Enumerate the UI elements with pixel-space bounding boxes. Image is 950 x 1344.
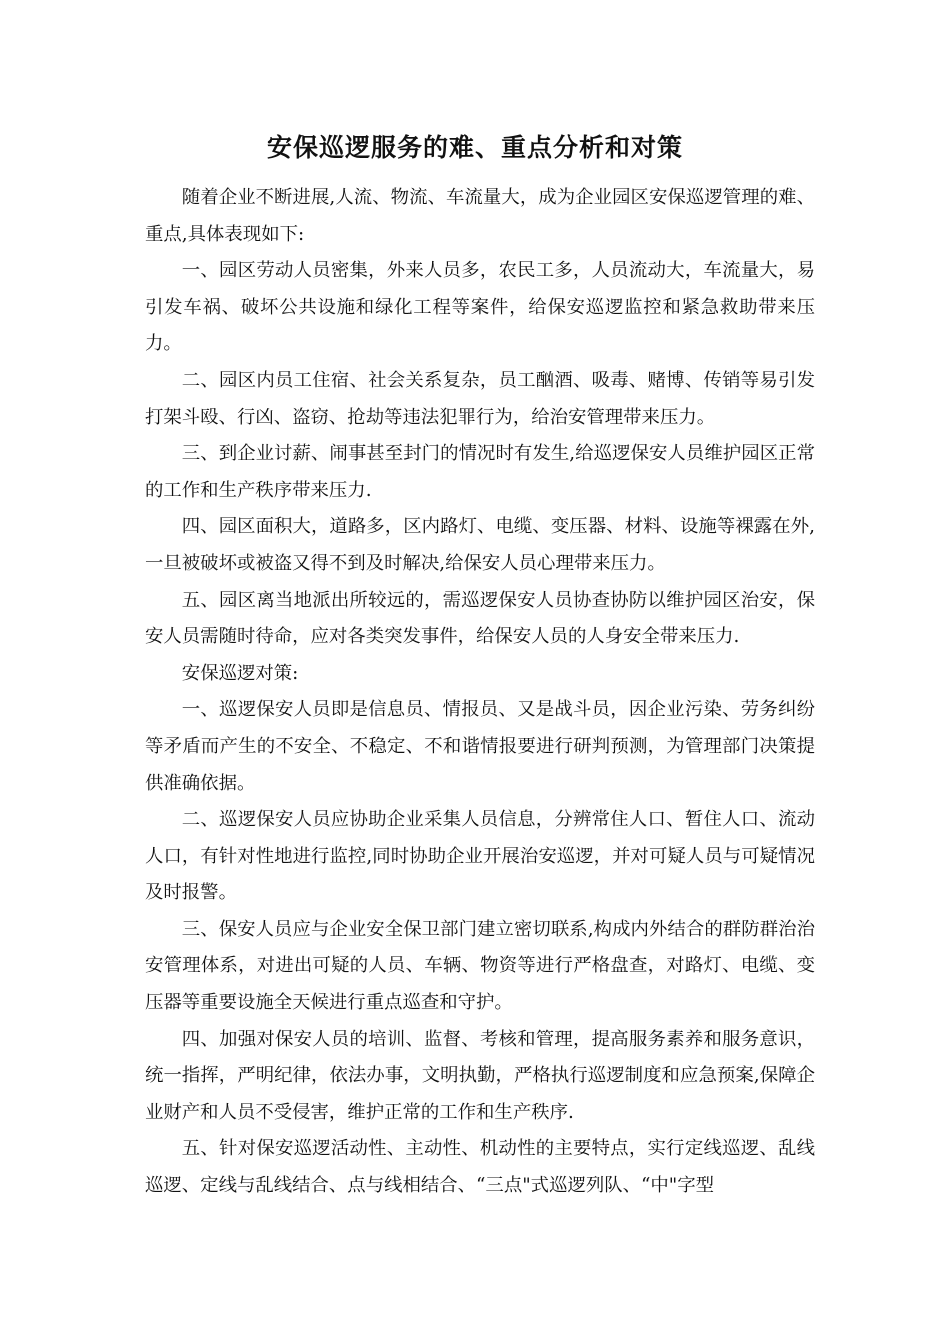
paragraph-countermeasure-3: 三、保安人员应与企业安全保卫部门建立密切联系,构成内外结合的群防群治治安管理体系，对进出可疑的人员、车辆、物资等进行严格盘查，对路灯、电缆、变压器等重要设施全天候进行重点巡查和守护。 (145, 918, 815, 1014)
document-body (145, 180, 815, 1205)
document-title: 安保巡逻服务的难、重点分析和对策 (266, 133, 683, 162)
paragraph-countermeasure-1: 一、巡逻保安人员即是信息员、情报员、又是战斗员，因企业污染、劳务纠纷等矛盾而产生的不安全、不稳定、不和谐情报要进行研判预测，为管理部门决策提供准确依据。 (145, 699, 815, 794)
paragraph-intro: 随着企业不断进展,人流、物流、车流量大，成为企业园区安保巡逻管理的难、重点,具体表现如下: (145, 187, 815, 245)
paragraph-countermeasure-4: 四、加强对保安人员的培训、监督、考核和管理，提高服务素养和服务意识，统一指挥，严明纪律，依法办事，文明执勤，严格执行巡逻制度和应急预案,保障企业财产和人员不受侵害，维护正常的工作和生产秩序. (145, 1028, 815, 1123)
paragraph-difficulty-1: 一、园区劳动人员密集，外来人员多，农民工多，人员流动大，车流量大，易引发车祸、破坏公共设施和绿化工程等案件，给保安巡逻监控和紧急救助带来压力。 (145, 260, 815, 355)
paragraph-difficulty-4: 四、园区面积大，道路多，区内路灯、电缆、变压器、材料、设施等裸露在外,一旦被破坏或被盗又得不到及时解决,给保安人员心理带来压力。 (145, 516, 815, 574)
paragraph-countermeasure-5: 五、针对保安巡逻活动性、主动性、机动性的主要特点，实行定线巡逻、乱线巡逻、定线与乱线结合、点与线相结合、“三点"式巡逻列队、“中"字型 (145, 1138, 815, 1197)
paragraph-difficulty-5: 五、园区离当地派出所较远的，需巡逻保安人员协查协防以维护园区治安，保安人员需随时待命，应对各类突发事件，给保安人员的人身安全带来压力. (145, 589, 815, 648)
section-heading-countermeasures: 安保巡逻对策: (181, 662, 299, 684)
paragraph-difficulty-3: 三、到企业讨薪、闹事甚至封门的情况时有发生,给巡逻保安人员维护园区正常的工作和生产秩序带来压力. (145, 443, 815, 501)
paragraph-difficulty-2: 二、园区内员工住宿、社会关系复杂，员工酗酒、吸毒、赌博、传销等易引发打架斗殴、行凶、盗窃、抢劫等违法犯罪行为，给治安管理带来压力。 (145, 369, 815, 428)
paragraph-countermeasure-2: 二、巡逻保安人员应协助企业采集人员信息，分辨常住人口、暂住人口、流动人口，有针对性地进行监控,同时协助企业开展治安巡逻，并对可疑人员与可疑情况及时报警。 (145, 809, 815, 904)
